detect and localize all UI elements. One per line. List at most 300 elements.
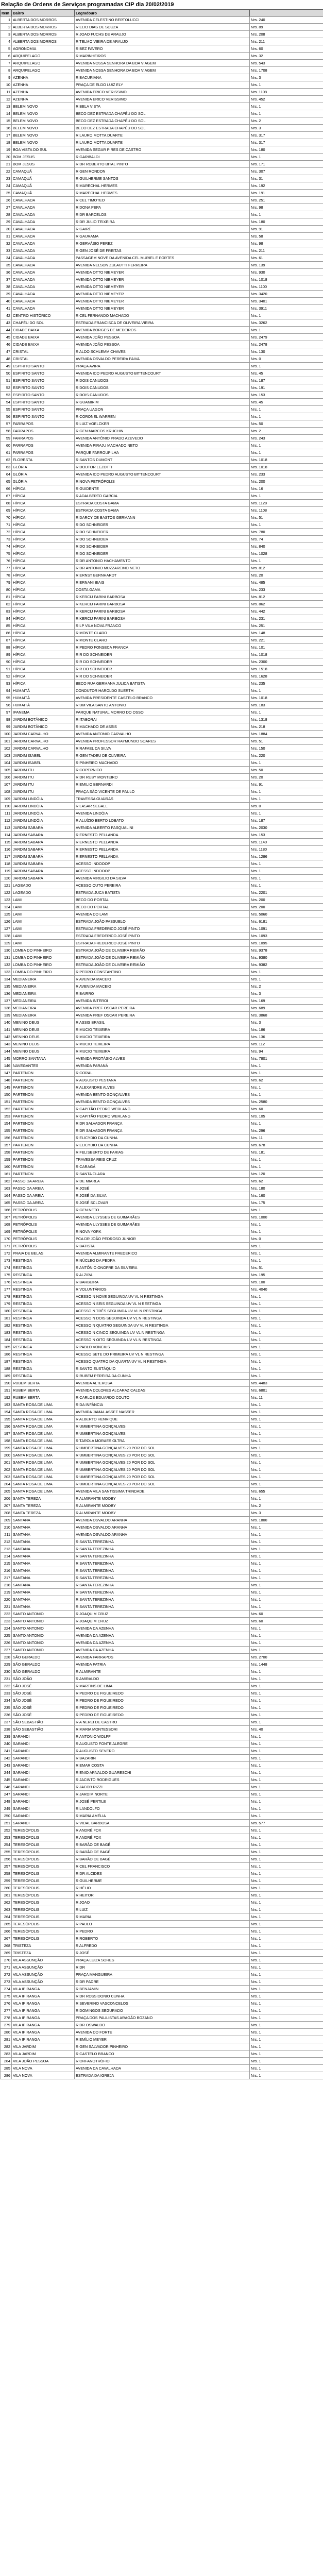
cell-logradouro: R BARBEIRA bbox=[75, 1279, 250, 1286]
table-row bbox=[1, 1906, 323, 1913]
cell-item: 225 bbox=[1, 1632, 12, 1639]
cell-item: 132 bbox=[1, 961, 12, 969]
cell-reference: Nrs. 1 bbox=[250, 882, 323, 889]
cell-logradouro: R DO SCHNEIDER bbox=[75, 521, 250, 529]
cell-logradouro: R DOIS CANUDOS bbox=[75, 392, 250, 399]
cell-bairro: SANTO ANTONIO bbox=[12, 1639, 75, 1647]
cell-bairro: BELEM NOVO bbox=[12, 110, 75, 117]
cell-bairro: JARDIM SABARÁ bbox=[12, 853, 75, 860]
table-row bbox=[1, 1690, 323, 1697]
cell-logradouro: AVENIDA PREF OSCAR PEREIRA bbox=[75, 1005, 250, 1012]
cell-logradouro: R MARIA bbox=[75, 1913, 250, 1921]
cell-bairro: HÍPICA bbox=[12, 485, 75, 493]
cell-bairro: TRISTEZA bbox=[12, 1942, 75, 1950]
cell-logradouro: R JOAQUIM CRUZ bbox=[75, 1611, 250, 1618]
cell-reference: Nrs. 307 bbox=[250, 168, 323, 175]
cell-bairro: TERESÓPOLIS bbox=[12, 1921, 75, 1928]
cell-item: 258 bbox=[1, 1870, 12, 1877]
cell-logradouro: R ALMIRANTE MOOBY bbox=[75, 1510, 250, 1517]
cell-item: 277 bbox=[1, 2007, 12, 2014]
cell-item: 151 bbox=[1, 1098, 12, 1106]
table-row bbox=[1, 615, 323, 622]
cell-item: 36 bbox=[1, 269, 12, 276]
cell-item: 216 bbox=[1, 1567, 12, 1574]
cell-reference: Nrs. 2700 bbox=[250, 1654, 323, 1661]
table-row bbox=[1, 1127, 323, 1134]
cell-reference: Nrs. 51 bbox=[250, 738, 323, 745]
cell-bairro: CAVALHADA bbox=[12, 197, 75, 204]
cell-logradouro: R GEN MARCOS KRUCHIN bbox=[75, 428, 250, 435]
cell-bairro: PARTENON bbox=[12, 1106, 75, 1113]
cell-bairro: JARDIM CARVALHO bbox=[12, 745, 75, 752]
cell-reference: Nrs. 1108 bbox=[250, 89, 323, 96]
cell-bairro: VILA ASSUNÇÃO bbox=[12, 1978, 75, 1986]
cell-item: 4 bbox=[1, 38, 12, 45]
table-row bbox=[1, 514, 323, 521]
cell-reference: Nrs. 442 bbox=[250, 608, 323, 615]
cell-reference: Nrs. 1 bbox=[250, 1675, 323, 1683]
cell-bairro: VILA IPIRANGA bbox=[12, 2014, 75, 2022]
cell-reference: Nrs. 3 bbox=[250, 1510, 323, 1517]
cell-reference: Nrs. 485 bbox=[250, 579, 323, 586]
cell-item: 154 bbox=[1, 1120, 12, 1127]
cell-item: 18 bbox=[1, 139, 12, 146]
table-row bbox=[1, 399, 323, 406]
table-row bbox=[1, 1250, 323, 1257]
cell-bairro: JARDIM ITU bbox=[12, 774, 75, 781]
cell-item: 278 bbox=[1, 2014, 12, 2022]
cell-reference: Nrs. 233 bbox=[250, 471, 323, 478]
cell-reference: Nrs. 4040 bbox=[250, 1286, 323, 1293]
table-row bbox=[1, 1704, 323, 1711]
cell-item: 33 bbox=[1, 247, 12, 255]
cell-bairro: SARANDI bbox=[12, 1762, 75, 1769]
cell-reference: Nrs. 1 bbox=[250, 1430, 323, 1437]
cell-reference: Nrs. 181 bbox=[250, 1149, 323, 1156]
table-row bbox=[1, 1495, 323, 1502]
table-row bbox=[1, 139, 323, 146]
cell-item: 43 bbox=[1, 319, 12, 327]
cell-logradouro: R SANTA TEREZINHA bbox=[75, 1538, 250, 1546]
cell-item: 268 bbox=[1, 1942, 12, 1950]
cell-item: 136 bbox=[1, 990, 12, 997]
cell-bairro: ESPIRITO SANTO bbox=[12, 413, 75, 420]
cell-bairro: CAVALHADA bbox=[12, 204, 75, 211]
table-row bbox=[1, 1762, 323, 1769]
cell-item: 272 bbox=[1, 1971, 12, 1978]
cell-bairro: RESTINGA bbox=[12, 1293, 75, 1300]
cell-bairro: JARDIM SABARÁ bbox=[12, 824, 75, 832]
cell-reference: Nrs. 1 bbox=[250, 1913, 323, 1921]
cell-reference: Nrs. 218 bbox=[250, 723, 323, 731]
cell-bairro: CAVALHADA bbox=[12, 226, 75, 233]
cell-item: 167 bbox=[1, 1214, 12, 1221]
table-row bbox=[1, 283, 323, 291]
table-row bbox=[1, 853, 323, 860]
cell-reference: Nrs. 150 bbox=[250, 745, 323, 752]
cell-logradouro: R KERCIJ FARINI BARBOSA bbox=[75, 615, 250, 622]
table-row bbox=[1, 774, 323, 781]
cell-item: 210 bbox=[1, 1524, 12, 1531]
cell-logradouro: R JOSÉ SCLOVAR bbox=[75, 1199, 250, 1207]
cell-reference: Nrs. 1 bbox=[250, 1863, 323, 1870]
cell-logradouro: ESTRADA FREDERICO JOSÉ PINTO bbox=[75, 933, 250, 940]
cell-logradouro: R DOIS CANUDOS bbox=[75, 384, 250, 392]
cell-bairro: JARDIM ITU bbox=[12, 767, 75, 774]
cell-item: 65 bbox=[1, 478, 12, 485]
cell-item: 159 bbox=[1, 1156, 12, 1163]
cell-logradouro: R ELICYDIO DA CUNHA bbox=[75, 1134, 250, 1142]
cell-bairro: RESTINGA bbox=[12, 1372, 75, 1380]
table-row bbox=[1, 1632, 323, 1639]
cell-reference: Nrs. 1 bbox=[250, 521, 323, 529]
cell-bairro: SÃO JOÃO bbox=[12, 1675, 75, 1683]
cell-logradouro: AVENIDA OTTO NIEMEYER bbox=[75, 283, 250, 291]
cell-logradouro: AVENIDA DA CAVALHADA bbox=[75, 2065, 250, 2072]
cell-logradouro: BECO DO PORTAL bbox=[75, 896, 250, 904]
cell-reference: Nrs. 1 bbox=[250, 1690, 323, 1697]
cell-bairro: PARTENON bbox=[12, 1171, 75, 1178]
cell-logradouro: COSTA GAMA bbox=[75, 586, 250, 594]
table-row bbox=[1, 666, 323, 673]
cell-logradouro: R SANTO EUSTÁQUIO bbox=[75, 1365, 250, 1372]
cell-reference: Nrs. 1 bbox=[250, 1805, 323, 1812]
cell-bairro: RESTINGA bbox=[12, 1365, 75, 1372]
cell-item: 147 bbox=[1, 1070, 12, 1077]
table-row bbox=[1, 543, 323, 550]
table-row bbox=[1, 420, 323, 428]
cell-reference: Nrs. 1 bbox=[250, 860, 323, 868]
cell-item: 102 bbox=[1, 745, 12, 752]
cell-bairro: SANTANA bbox=[12, 1596, 75, 1603]
cell-reference: Nrs. 139 bbox=[250, 262, 323, 269]
cell-reference: Nrs. 200 bbox=[250, 478, 323, 485]
cell-bairro: GLÓRIA bbox=[12, 478, 75, 485]
cell-logradouro: R DARCY DE BASTOS GERMANN bbox=[75, 514, 250, 521]
cell-logradouro: R DR OSWALDO bbox=[75, 2022, 250, 2029]
cell-reference: Nrs. 1 bbox=[250, 1928, 323, 1935]
cell-bairro: JARDIM ISABEL bbox=[12, 759, 75, 767]
table-row bbox=[1, 1603, 323, 1611]
cell-logradouro: R MUCIO TEIXEIRA bbox=[75, 1033, 250, 1041]
cell-reference: Nrs. 1 bbox=[250, 1546, 323, 1553]
cell-logradouro: R R DO SCHNEIDER bbox=[75, 666, 250, 673]
cell-logradouro: BECO DEZ ESTRADA CHAPÉU DO SOL bbox=[75, 110, 250, 117]
cell-item: 63 bbox=[1, 464, 12, 471]
cell-reference: Nrs. 1 bbox=[250, 868, 323, 875]
cell-reference: Nrs. 3911 bbox=[250, 305, 323, 312]
cell-item: 119 bbox=[1, 868, 12, 875]
cell-item: 58 bbox=[1, 428, 12, 435]
cell-logradouro: R EMÍLIO MEYER bbox=[75, 2036, 250, 2043]
cell-item: 51 bbox=[1, 377, 12, 384]
cell-item: 17 bbox=[1, 132, 12, 139]
cell-logradouro: ESTRADA FRANCISCA DE OLIVEIRA VIEIRA bbox=[75, 319, 250, 327]
cell-bairro: AZENHA bbox=[12, 96, 75, 103]
cell-bairro: SANTANA bbox=[12, 1531, 75, 1538]
cell-bairro: MEDIANEIRA bbox=[12, 1012, 75, 1019]
cell-bairro: SANTO ANTONIO bbox=[12, 1611, 75, 1618]
table-row bbox=[1, 1344, 323, 1351]
cell-logradouro: R DO SCHNEIDER bbox=[75, 543, 250, 550]
cell-item: 192 bbox=[1, 1394, 12, 1401]
cell-logradouro: R NÚCLEO DA PEDRA bbox=[75, 1257, 250, 1264]
cell-logradouro: R JACINTO RODRIGUES bbox=[75, 1776, 250, 1784]
table-row bbox=[1, 16, 323, 24]
cell-reference: Nrs. 3401 bbox=[250, 298, 323, 305]
table-row bbox=[1, 1791, 323, 1798]
cell-item: 22 bbox=[1, 168, 12, 175]
cell-bairro: HÍPICA bbox=[12, 565, 75, 572]
table-row bbox=[1, 839, 323, 846]
cell-logradouro: R EMILIO BERNARDI bbox=[75, 781, 250, 788]
cell-bairro: CAVALHADA bbox=[12, 218, 75, 226]
cell-logradouro: R DR ANTONIO HACHAMENTO bbox=[75, 557, 250, 565]
cell-item: 11 bbox=[1, 89, 12, 96]
cell-logradouro: ACESSO SETE DO PRIMEIRA UV VL N RESTINGA bbox=[75, 1351, 250, 1358]
cell-item: 170 bbox=[1, 1235, 12, 1243]
table-row bbox=[1, 1726, 323, 1733]
cell-bairro: SANTA ROSA DE LIMA bbox=[12, 1459, 75, 1466]
table-header-row bbox=[1, 10, 323, 16]
cell-bairro: SARANDI bbox=[12, 1776, 75, 1784]
cell-item: 212 bbox=[1, 1538, 12, 1546]
cell-logradouro: R MUCIO TEIXEIRA bbox=[75, 1048, 250, 1055]
cell-logradouro: ACESSO N QUATRO SEGUINDA UV VL N RESTINGA bbox=[75, 1322, 250, 1329]
cell-reference: Nrs. 186 bbox=[250, 1026, 323, 1033]
cell-bairro: CAVALHADA bbox=[12, 269, 75, 276]
cell-item: 3 bbox=[1, 31, 12, 38]
table-row bbox=[1, 1149, 323, 1156]
table-row bbox=[1, 2050, 323, 2058]
cell-bairro: BELEM NOVO bbox=[12, 125, 75, 132]
table-row bbox=[1, 485, 323, 493]
cell-logradouro: R DOIS CANUDOS bbox=[75, 377, 250, 384]
cell-item: 264 bbox=[1, 1913, 12, 1921]
table-row bbox=[1, 363, 323, 370]
cell-reference: Nrs. 2 bbox=[250, 117, 323, 125]
cell-bairro: JARDIM SABARÁ bbox=[12, 868, 75, 875]
table-row bbox=[1, 1697, 323, 1704]
table-row bbox=[1, 860, 323, 868]
table-row bbox=[1, 1445, 323, 1452]
cell-reference: Nrs. 1 bbox=[250, 1921, 323, 1928]
table-row bbox=[1, 211, 323, 218]
cell-bairro: JARDIM LINDÓIA bbox=[12, 795, 75, 803]
cell-reference: Nrs. 1 bbox=[250, 1574, 323, 1582]
cell-item: 275 bbox=[1, 1993, 12, 2000]
cell-bairro: SANTANA bbox=[12, 1553, 75, 1560]
cell-bairro: PASSO DA AREIA bbox=[12, 1185, 75, 1192]
cell-item: 78 bbox=[1, 572, 12, 579]
cell-item: 59 bbox=[1, 435, 12, 442]
table-row bbox=[1, 1437, 323, 1445]
cell-item: 180 bbox=[1, 1308, 12, 1315]
cell-bairro: HÍPICA bbox=[12, 615, 75, 622]
cell-reference: Nrs. 1884 bbox=[250, 731, 323, 738]
cell-reference: Nrs. 153 bbox=[250, 392, 323, 399]
cell-item: 105 bbox=[1, 767, 12, 774]
cell-bairro: RESTINGA bbox=[12, 1257, 75, 1264]
cell-bairro: JARDIM CARVALHO bbox=[12, 738, 75, 745]
cell-logradouro: AVENIDA ULYSSES DE GUIMARÃES bbox=[75, 1221, 250, 1228]
cell-logradouro: ESTRADA JOÃO DE OLIVEIRA REMIÃO bbox=[75, 961, 250, 969]
cell-bairro: CAVALHADA bbox=[12, 255, 75, 262]
cell-bairro: PASSO DA AREIA bbox=[12, 1178, 75, 1185]
cell-item: 85 bbox=[1, 622, 12, 630]
cell-bairro: PASSO DA AREIA bbox=[12, 1199, 75, 1207]
cell-item: 113 bbox=[1, 824, 12, 832]
cell-bairro: PARTENON bbox=[12, 1070, 75, 1077]
cell-bairro: SANTANA bbox=[12, 1574, 75, 1582]
cell-item: 115 bbox=[1, 839, 12, 846]
cell-logradouro: R BEZ FAVERO bbox=[75, 45, 250, 53]
cell-logradouro: R ERNESTO PELLANDA bbox=[75, 832, 250, 839]
cell-bairro: CENTRO HISTÓRICO bbox=[12, 312, 75, 319]
cell-item: 206 bbox=[1, 1495, 12, 1502]
cell-logradouro: R GUAMIRIM bbox=[75, 399, 250, 406]
table-row bbox=[1, 1978, 323, 1986]
cell-bairro: HÍPICA bbox=[12, 543, 75, 550]
cell-bairro: JARDIM SABARÁ bbox=[12, 832, 75, 839]
cell-bairro: MORRO SANTANA bbox=[12, 1055, 75, 1062]
cell-item: 117 bbox=[1, 853, 12, 860]
cell-item: 265 bbox=[1, 1921, 12, 1928]
table-row bbox=[1, 1560, 323, 1567]
cell-item: 280 bbox=[1, 2029, 12, 2036]
table-row bbox=[1, 81, 323, 89]
cell-logradouro: R DR BARCELOS bbox=[75, 211, 250, 218]
table-row bbox=[1, 1315, 323, 1322]
cell-reference: Nrs. 9382 bbox=[250, 961, 323, 969]
cell-item: 124 bbox=[1, 904, 12, 911]
cell-bairro: IPANEMA bbox=[12, 709, 75, 716]
cell-logradouro: R ANDRÉ FOX bbox=[75, 1827, 250, 1834]
cell-item: 34 bbox=[1, 255, 12, 262]
cell-bairro: PETRÓPOLIS bbox=[12, 1207, 75, 1214]
cell-item: 99 bbox=[1, 723, 12, 731]
cell-bairro: HÍPICA bbox=[12, 586, 75, 594]
cell-item: 28 bbox=[1, 211, 12, 218]
cell-bairro: LOMBA DO PINHEIRO bbox=[12, 969, 75, 976]
cell-logradouro: AVENIDA VIRGILIO DA SILVA bbox=[75, 875, 250, 882]
cell-bairro: PARTENON bbox=[12, 1142, 75, 1149]
cell-reference: Nrs. 130 bbox=[250, 348, 323, 355]
table-row bbox=[1, 2036, 323, 2043]
table-row bbox=[1, 247, 323, 255]
cell-reference: Nrs. 1 bbox=[250, 1993, 323, 2000]
cell-reference: Nrs. 1 bbox=[250, 1986, 323, 1993]
cell-logradouro: R DR ROBERTO BITAL PINTO bbox=[75, 161, 250, 168]
cell-reference: Nrs. 60 bbox=[250, 1618, 323, 1625]
cell-bairro: HÍPICA bbox=[12, 514, 75, 521]
cell-item: 254 bbox=[1, 1841, 12, 1849]
cell-reference: Nrs. 45 bbox=[250, 370, 323, 377]
table-row bbox=[1, 990, 323, 997]
table-row bbox=[1, 1019, 323, 1026]
cell-bairro: PARTENON bbox=[12, 1091, 75, 1098]
cell-bairro: HÍPICA bbox=[12, 673, 75, 680]
cell-bairro: HÍPICA bbox=[12, 529, 75, 536]
table-row bbox=[1, 1719, 323, 1726]
cell-logradouro: AVENIDA BORGES DE MEDEIROS bbox=[75, 327, 250, 334]
cell-logradouro: R DR JULIO TEIXEIRA bbox=[75, 218, 250, 226]
cell-reference: Nrs. 1 bbox=[250, 1300, 323, 1308]
cell-bairro: TERESÓPOLIS bbox=[12, 1841, 75, 1849]
cell-item: 145 bbox=[1, 1055, 12, 1062]
cell-logradouro: R PEDRO DE FIGUEIREDO bbox=[75, 1690, 250, 1697]
cell-item: 116 bbox=[1, 846, 12, 853]
cell-item: 248 bbox=[1, 1798, 12, 1805]
cell-reference: Nrs. 1 bbox=[250, 1711, 323, 1719]
cell-item: 103 bbox=[1, 752, 12, 759]
cell-logradouro: ACESSO OUTO PEREIRA bbox=[75, 882, 250, 889]
cell-logradouro: R MUCIO TEIXEIRA bbox=[75, 1041, 250, 1048]
cell-reference: Nrs. 2030 bbox=[250, 824, 323, 832]
cell-item: 205 bbox=[1, 1488, 12, 1495]
table-row bbox=[1, 1834, 323, 1841]
cell-item: 257 bbox=[1, 1863, 12, 1870]
cell-bairro: CRISTAL bbox=[12, 355, 75, 363]
cell-item: 224 bbox=[1, 1625, 12, 1632]
cell-logradouro: R ALZIRA bbox=[75, 1272, 250, 1279]
cell-reference: Nrs. 3 bbox=[250, 125, 323, 132]
table-row bbox=[1, 1243, 323, 1250]
table-row bbox=[1, 933, 323, 940]
cell-reference: Nrs. 1 bbox=[250, 1560, 323, 1567]
table-row bbox=[1, 1935, 323, 1942]
cell-item: 229 bbox=[1, 1661, 12, 1668]
cell-logradouro: PASSAGEM NOVE DA AVENIDA CEL MURIEL E FORTES bbox=[75, 255, 250, 262]
cell-logradouro: R ALMIRANTE MOOBY bbox=[75, 1495, 250, 1502]
cell-item: 238 bbox=[1, 1726, 12, 1733]
cell-bairro: JARDIM ITU bbox=[12, 781, 75, 788]
table-row bbox=[1, 579, 323, 586]
cell-logradouro: PRAÇA MANGUEIRA bbox=[75, 1971, 250, 1978]
table-row bbox=[1, 723, 323, 731]
cell-logradouro: R PEDRO DE FIGUEIREDO bbox=[75, 1697, 250, 1704]
table-row bbox=[1, 824, 323, 832]
cell-logradouro: AVENIDA INTEROI bbox=[75, 997, 250, 1005]
cell-reference: Nrs. 1 bbox=[250, 1683, 323, 1690]
cell-logradouro: R ALBERTO HENRIQUE bbox=[75, 1416, 250, 1423]
cell-bairro: HUMAITÁ bbox=[12, 702, 75, 709]
cell-bairro: ESPIRITO SANTO bbox=[12, 370, 75, 377]
cell-item: 153 bbox=[1, 1113, 12, 1120]
table-row bbox=[1, 810, 323, 817]
cell-item: 181 bbox=[1, 1315, 12, 1322]
cell-logradouro: R CARAGÁ bbox=[75, 1163, 250, 1171]
cell-reference: Nrs. 100 bbox=[250, 1279, 323, 1286]
cell-item: 196 bbox=[1, 1423, 12, 1430]
cell-logradouro: AVENIDA NOSSA SENHORA DA BOA VIAGEM bbox=[75, 67, 250, 74]
cell-item: 214 bbox=[1, 1553, 12, 1560]
cell-logradouro: AVENIDA ERICO VERISSIMO bbox=[75, 96, 250, 103]
cell-item: 228 bbox=[1, 1654, 12, 1661]
cell-logradouro: ACESSO INDOOOP bbox=[75, 860, 250, 868]
cell-item: 177 bbox=[1, 1286, 12, 1293]
table-row bbox=[1, 74, 323, 81]
cell-item: 204 bbox=[1, 1481, 12, 1488]
cell-reference: Nrs. 1 bbox=[250, 1776, 323, 1784]
table-row bbox=[1, 24, 323, 31]
cell-item: 62 bbox=[1, 456, 12, 464]
cell-bairro: VILA JARDIM bbox=[12, 2050, 75, 2058]
table-row bbox=[1, 1077, 323, 1084]
cell-bairro: TERESÓPOLIS bbox=[12, 1863, 75, 1870]
table-row bbox=[1, 1625, 323, 1632]
table-row bbox=[1, 788, 323, 795]
